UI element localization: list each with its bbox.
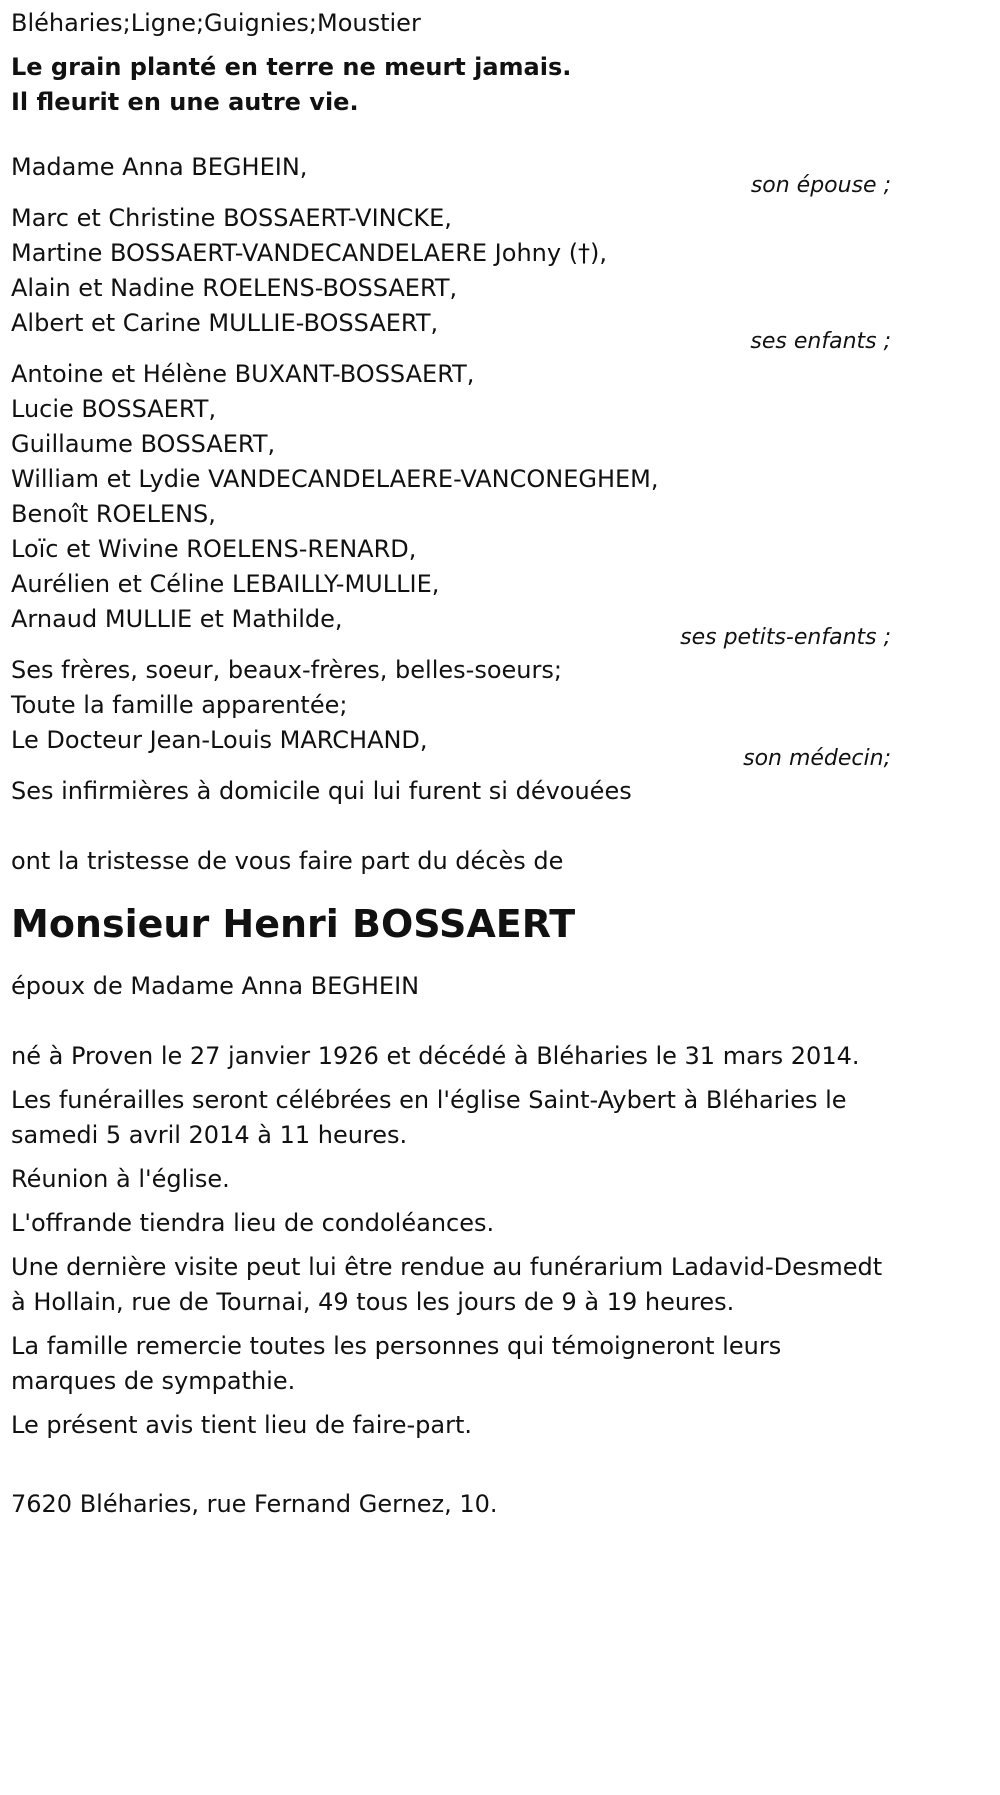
family-group-others xyxy=(11,653,891,774)
detail-thanks: La famille remercie toutes les personnes qui témoigneront leurs marques de sympathie. xyxy=(11,1332,782,1395)
family-group-grandchildren xyxy=(11,357,891,653)
family-name: Ses frères, soeur, beaux-frères, belles-soeurs; xyxy=(11,656,562,684)
family-name: Aurélien et Céline LEBAILLY-MULLIE, xyxy=(11,570,440,598)
quote-line-2: Il fleurit en une autre vie. xyxy=(11,88,359,116)
spacer xyxy=(11,809,891,844)
family-role-label: son épouse ; xyxy=(750,173,891,198)
spacer xyxy=(11,1004,891,1039)
family-name: Antoine et Hélène BUXANT-BOSSAERT, xyxy=(11,360,475,388)
family-role-label: ses petits-enfants ; xyxy=(680,625,891,650)
places-header: Bléharies;Ligne;Guignies;Moustier xyxy=(11,9,421,37)
spacer xyxy=(11,1452,891,1487)
family-name: William et Lydie VANDECANDELAERE-VANCONEGHEM, xyxy=(11,465,659,493)
family-name: Martine BOSSAERT-VANDECANDELAERE Johny (†), xyxy=(11,239,608,267)
family-name: Le Docteur Jean-Louis MARCHAND, xyxy=(11,726,428,754)
details-section xyxy=(11,1039,891,1443)
detail-offering: L'offrande tiendra lieu de condoléances. xyxy=(11,1209,495,1237)
family-role-label: ses enfants ; xyxy=(750,329,891,354)
family-name: Madame Anna BEGHEIN, xyxy=(11,153,308,181)
family-name: Alain et Nadine ROELENS-BOSSAERT, xyxy=(11,274,458,302)
detail-visit: Une dernière visite peut lui être rendue au funérarium Ladavid-Desmedt à Hollain, rue de Tournai, 49 tous les jours de 9 à 19 heures. xyxy=(11,1253,883,1316)
family-role-label: son médecin; xyxy=(743,746,891,771)
detail-birth-death: né à Proven le 27 janvier 1926 et décédé à Bléharies le 31 mars 2014. xyxy=(11,1042,860,1070)
deceased-name: Monsieur Henri BOSSAERT xyxy=(11,902,576,946)
family-name: Marc et Christine BOSSAERT-VINCKE, xyxy=(11,204,452,232)
family-name: Lucie BOSSAERT, xyxy=(11,395,217,423)
family-name: Benoît ROELENS, xyxy=(11,500,216,528)
spacer xyxy=(11,130,891,150)
family-name: Albert et Carine MULLIE-BOSSAERT, xyxy=(11,309,439,337)
family-name: Loïc et Wivine ROELENS-RENARD, xyxy=(11,535,417,563)
family-group-spouse xyxy=(11,150,891,201)
family-group-children xyxy=(11,201,891,357)
announcement-intro: ont la tristesse de vous faire part du décès de xyxy=(11,847,564,875)
detail-meeting: Réunion à l'église. xyxy=(11,1165,230,1193)
family-name: Arnaud MULLIE et Mathilde, xyxy=(11,605,343,633)
spacer xyxy=(11,879,891,899)
detail-funeral: Les funérailles seront célébrées en l'église Saint-Aybert à Bléharies le samedi 5 avril 2014 à 11 heures. xyxy=(11,1086,847,1149)
detail-notice: Le présent avis tient lieu de faire-part. xyxy=(11,1411,473,1439)
family-name: Guillaume BOSSAERT, xyxy=(11,430,276,458)
quote-line-1: Le grain planté en terre ne meurt jamais. xyxy=(11,53,572,81)
family-name: Toute la famille apparentée; xyxy=(11,691,348,719)
address-line: 7620 Bléharies, rue Fernand Gernez, 10. xyxy=(11,1490,498,1518)
spouse-of-line: époux de Madame Anna BEGHEIN xyxy=(11,972,420,1000)
spacer xyxy=(11,949,891,969)
nurses-line: Ses infirmières à domicile qui lui furent si dévouées xyxy=(11,777,632,805)
